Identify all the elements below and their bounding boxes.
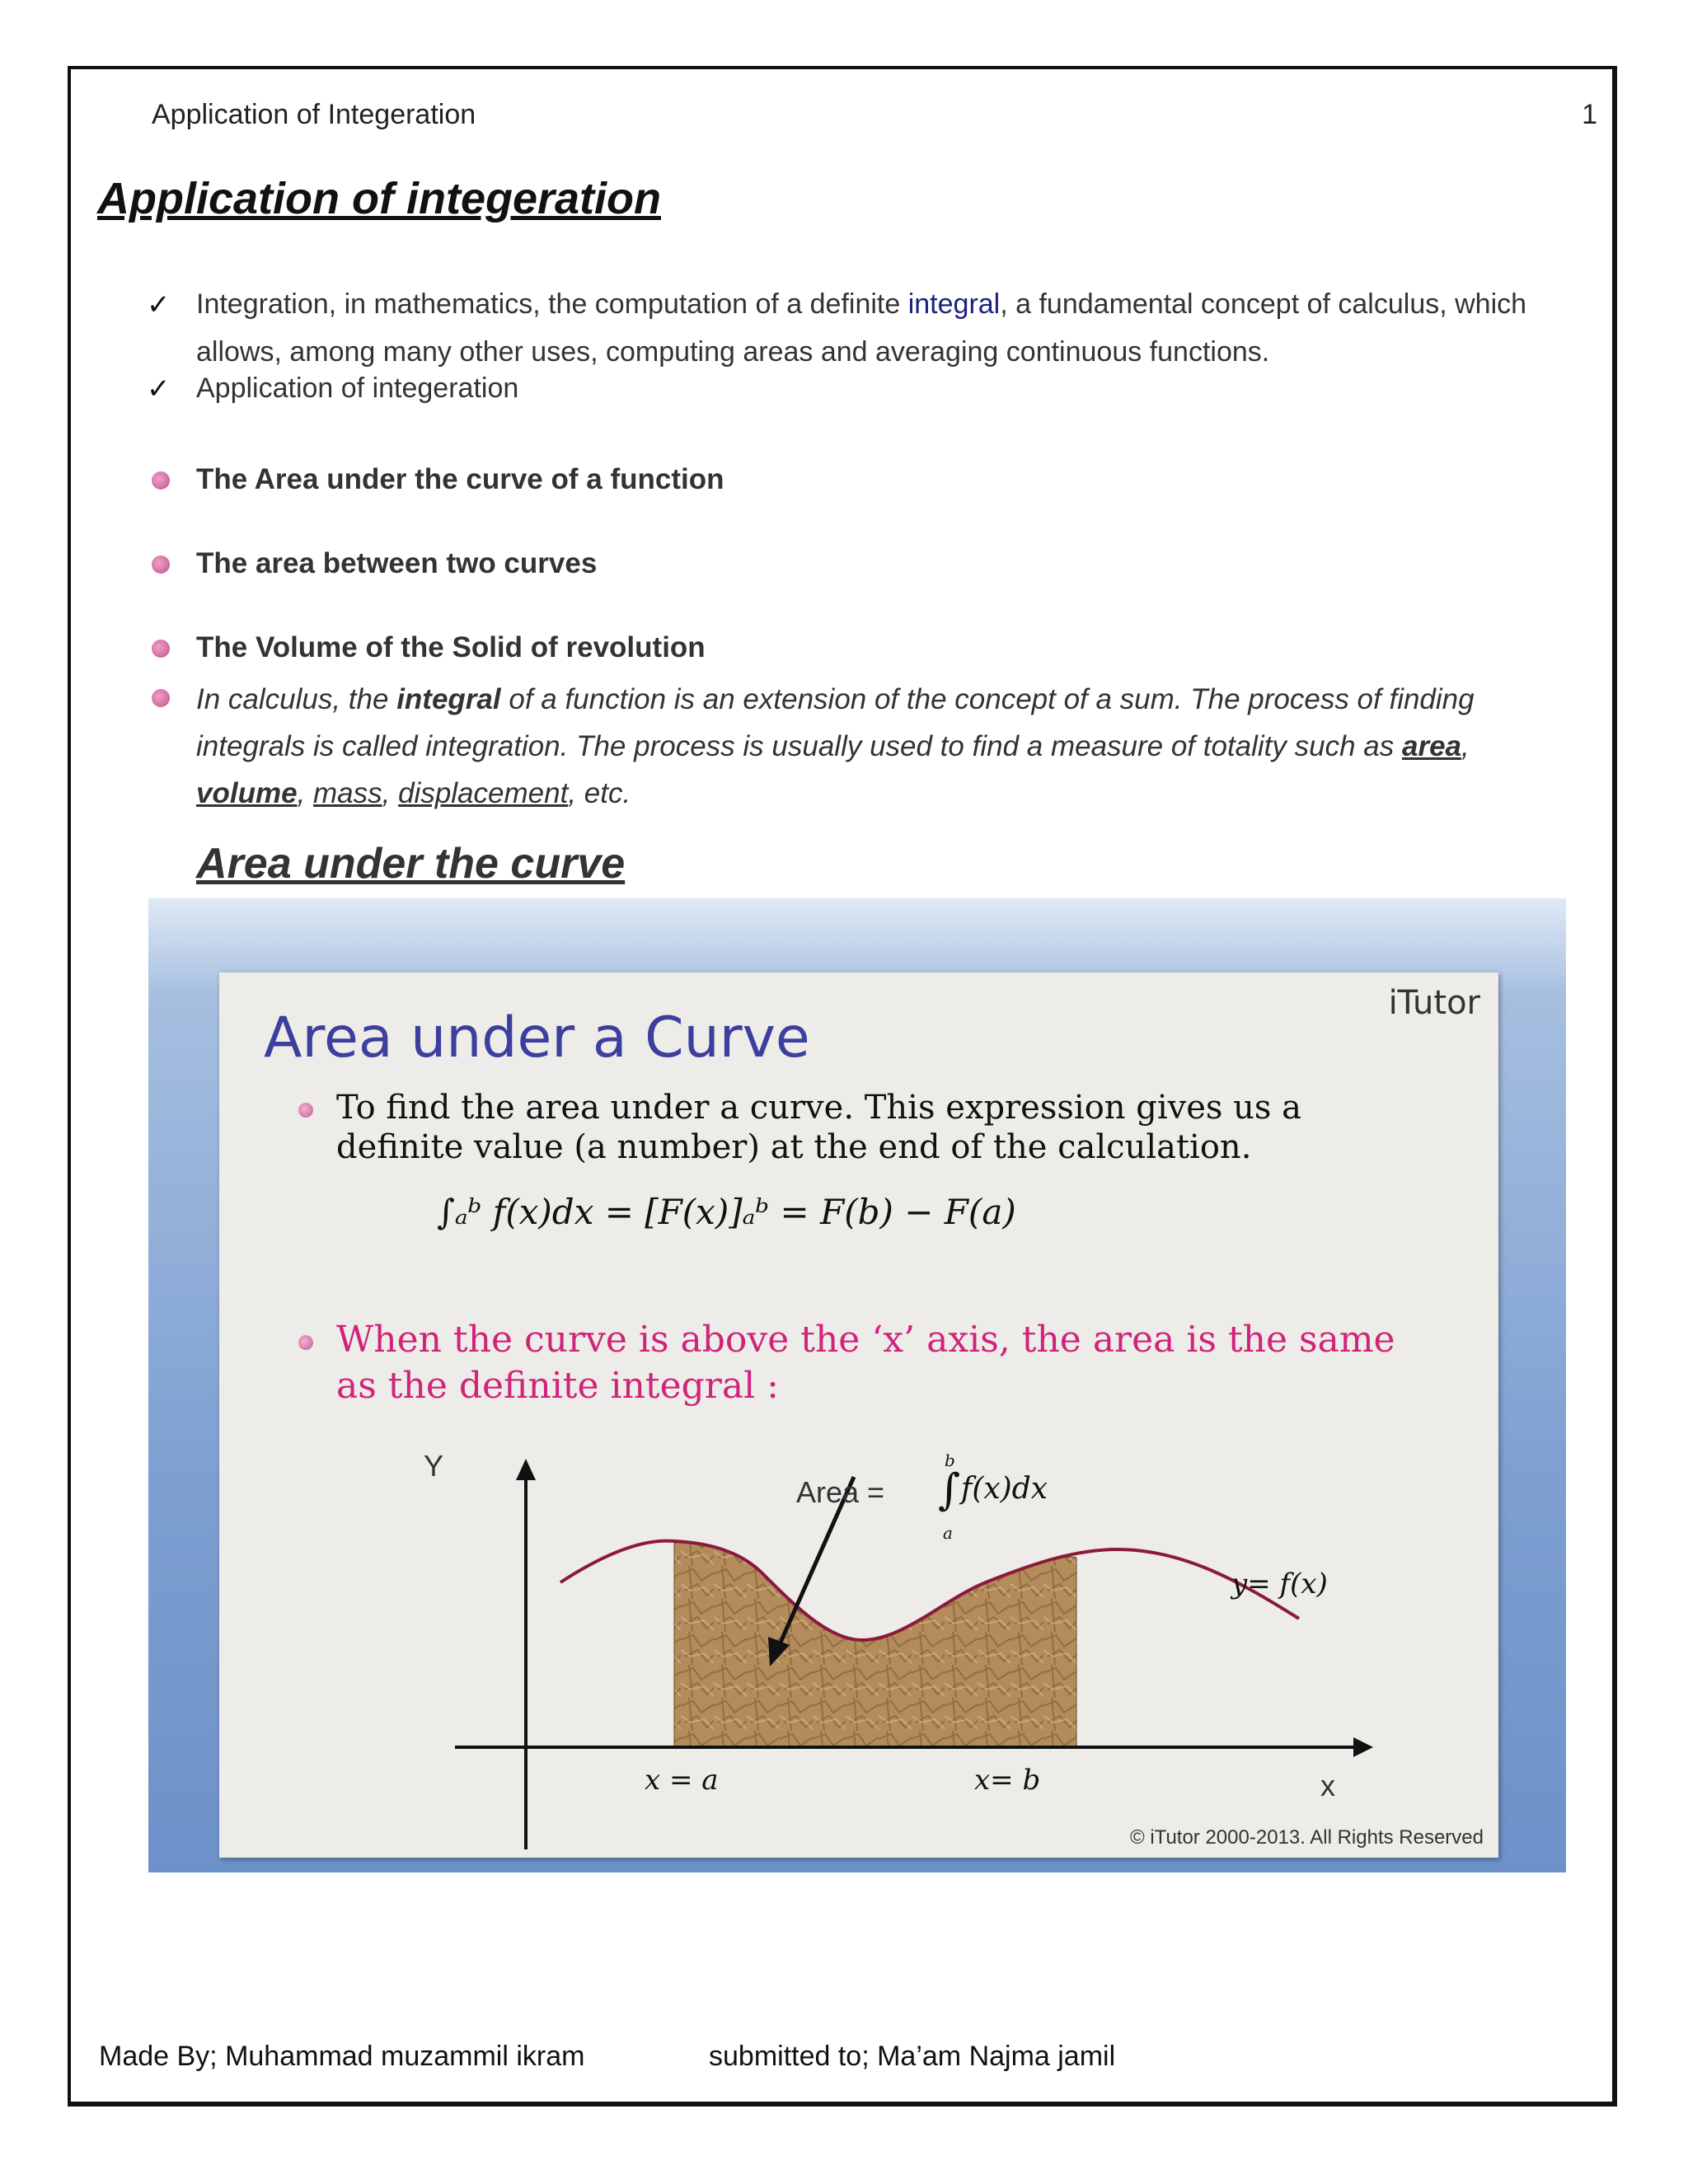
slide-formula: ∫ₐᵇ f(x)dx = [F(x)]ₐᵇ = F(b) − F(a): [437, 1192, 1016, 1232]
link-area[interactable]: area: [1401, 730, 1462, 762]
applications-heading: Application of integeration: [196, 373, 519, 404]
definition-text: [196, 280, 1564, 376]
x-axis-arrow: [1353, 1737, 1373, 1757]
y-axis-label: Y: [424, 1449, 444, 1483]
area-diagram: [219, 972, 1498, 1858]
calculus-paragraph: In calculus, the integral of a function is an extension of the concept of a sum. The process of finding integrals is called integration. The process is usually used to find a measure of totality such as area, volume, mass, displacement, etc.: [196, 683, 1475, 809]
integral-sign: ∫: [938, 1465, 961, 1515]
footer-made-by: Made By; Muhammad muzammil ikram: [99, 2041, 585, 2072]
running-header: Application of Integeration: [152, 99, 476, 130]
para-text-2: of a function is an extension of the concept of a sum. The process of finding integrals is called integration. The process is usually used to find a measure of totality such as: [196, 683, 1475, 762]
page-title: Application of integeration: [97, 174, 661, 223]
para-end: , etc.: [568, 777, 631, 809]
slide-image: [148, 898, 1566, 1872]
check-icon: ✓: [147, 289, 171, 321]
page-number: 1: [1582, 99, 1597, 130]
copyright: © iTutor 2000-2013. All Rights Reserved: [1129, 1826, 1484, 1849]
footer-submitted-to: submitted to; Ma’am Najma jamil: [709, 2041, 1116, 2072]
link-volume[interactable]: volume: [196, 777, 298, 809]
check-icon: ✓: [147, 373, 171, 405]
bullet-icon: [152, 555, 170, 574]
x-axis-label: x: [1320, 1769, 1335, 1802]
x-equals-b: x= b: [974, 1764, 1041, 1797]
para-integral: integral: [396, 683, 501, 715]
itutor-logo: iTutor: [1388, 984, 1480, 1022]
link-displacement[interactable]: displacement: [398, 777, 569, 809]
bullet-icon: [152, 689, 170, 707]
bullet-icon: [152, 471, 170, 490]
upper-limit: b: [945, 1451, 955, 1470]
definition-line2: allows, among many other uses, computing areas and averaging continuous functions.: [196, 336, 1270, 368]
bullet-area-under-curve: The Area under the curve of a function: [196, 463, 724, 495]
curve-label: y= f(x): [1231, 1568, 1328, 1601]
link-mass[interactable]: mass: [313, 777, 382, 809]
bullet-area-between-curves: The area between two curves: [196, 547, 598, 579]
slide-bullet-2: When the curve is above the ‘x’ axis, the area is the same as the definite integral :: [336, 1319, 1395, 1407]
definition-post: , a fundamental concept of calculus, which: [1000, 288, 1527, 320]
bullet-icon: [152, 640, 170, 658]
slide-bullet-1: To find the area under a curve. This expression gives us a definite value (a number) at the end of the calculation.: [336, 1089, 1302, 1166]
x-equals-a: x = a: [645, 1764, 719, 1797]
lower-limit: a: [943, 1523, 953, 1543]
section-title: Area under the curve: [196, 840, 626, 888]
para-text-1: In calculus, the: [196, 683, 397, 715]
area-formula: f(x)dx: [961, 1472, 1048, 1506]
slide: [219, 972, 1498, 1858]
integral-link[interactable]: integral: [907, 288, 1001, 320]
area-label: Area =: [796, 1475, 885, 1509]
definition-pre: Integration, in mathematics, the computation of a definite: [196, 288, 908, 320]
slide-title: Area under a Curve: [264, 1005, 810, 1071]
y-axis-arrow: [516, 1459, 536, 1480]
bullet-volume-solid: The Volume of the Solid of revolution: [196, 631, 706, 663]
